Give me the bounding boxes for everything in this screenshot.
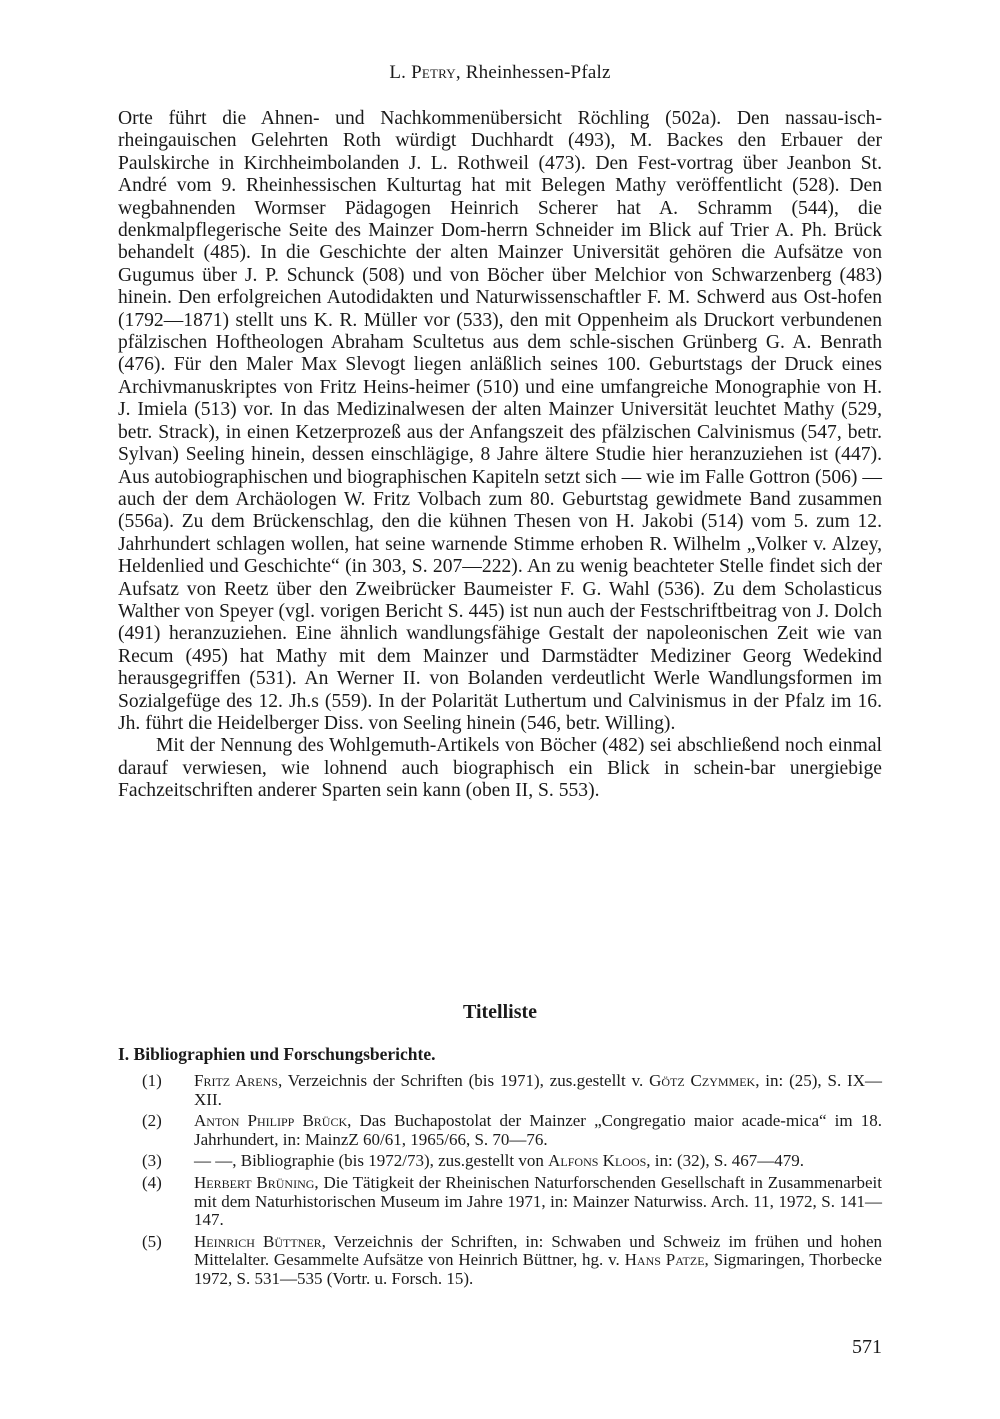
entry-text: , Das Buchapostolat der Mainzer „Congregatio maior acade-mica“ im 18. Jahrhundert, in: MainzZ 60/61, 1965/66, S. 70—76. bbox=[194, 1111, 883, 1149]
bibliography-entry-1 bbox=[118, 1072, 882, 1109]
entry-text: , Verzeichnis der Schriften, in: Schwaben und Schweiz im frühen und hohen Mittelalter. Gesammelte Aufsätze von Heinrich Büttner, hg. v. bbox=[194, 1231, 882, 1270]
entry-author: Herbert Brüning bbox=[194, 1172, 315, 1192]
entry-number: (5) bbox=[142, 1231, 162, 1251]
body-text bbox=[118, 108, 882, 803]
running-head bbox=[0, 62, 1000, 84]
entry-author: — — bbox=[194, 1151, 233, 1171]
subsection-title: I. Bibliographien und Forschungsberichte. bbox=[118, 1044, 436, 1064]
bibliography-entry-2 bbox=[118, 1112, 882, 1149]
entry-number: (3) bbox=[142, 1151, 162, 1171]
entry-text: , Bibliographie (bis 1972/73), zus.gestellt von bbox=[232, 1151, 549, 1171]
entry-author: Anton Philipp Brück bbox=[194, 1111, 348, 1131]
page-number: 571 bbox=[852, 1336, 882, 1358]
entry-editor: Götz Czymmek bbox=[649, 1071, 756, 1090]
entry-text: , Die Tätigkeit der Rheinischen Naturforschenden Gesellschaft in Zusammenarbeit mit dem Naturhistorischen Museum im Jahre 1971, in: Mainzer Naturwiss. Arch. 11, 1972, S. 141—147. bbox=[194, 1172, 883, 1230]
entry-editor: Hans Patze bbox=[624, 1250, 705, 1270]
bibliography-entry-5 bbox=[118, 1233, 882, 1289]
entry-rest: , in: (25), S. IX—XII. bbox=[194, 1071, 882, 1109]
running-head-region: , Rheinhessen-Pfalz bbox=[455, 62, 611, 83]
entry-number: (4) bbox=[142, 1172, 162, 1192]
body-paragraph-2: Mit der Nennung des Wohlgemuth-Artikels von Böcher (482) sei abschließend noch einmal darauf verwiesen, wie lohnend auch biographisch ein Blick in schein-bar unergiebige Fachzeitschriften anderer Sparten sein kann (oben II, S. 553). bbox=[118, 735, 882, 802]
entry-editor: Alfons Kloos bbox=[548, 1151, 647, 1171]
entry-number: (1) bbox=[142, 1071, 162, 1090]
entry-number: (2) bbox=[142, 1111, 162, 1131]
running-head-initial: L. bbox=[389, 62, 407, 83]
bibliography-entry-3 bbox=[118, 1152, 882, 1171]
bibliography-list bbox=[118, 1072, 882, 1292]
body-paragraph-1: Orte führt die Ahnen- und Nachkommenübersicht Röchling (502a). Den nassau-isch-rheingauischen Gelehrten Roth würdigt Duchhardt (493), M. Backes den Erbauer der Paulskirche in Kirchheimbolanden J. L. Rothweil (473). Den Fest-vortrag über Jeanbon St. André vom 9. Rheinhessischen Kulturtag hat mit Belegen Mathy veröffentlicht (528). Den wegbahnenden Wormser Pädagogen Heinrich Scherer hat A. Schramm (544), die denkmalpflegerische Seite des Mainzer Dom-herrn Schneider im Blick auf Trier A. Ph. Brück behandelt (485). In die Geschichte der alten Mainzer Universität gehören die Aufsätze von Gugumus über J. P. Schunck (508) und von Böcher über Melchior von Schwarzenberg (483) hinein. Den erfolgreichen Autodidakten und Naturwissenschaftler F. M. Schwerd aus Ost-hofen (1792—1871) stellt uns K. R. Müller vor (533), den mit Oppenheim als Druckort verbundenen pfälzischen Hoftheologen Abraham Scultetus aus dem schle-sischen Grünberg G. A. Benrath (476). Für den Maler Max Slevogt liegen anläßlich seines 100. Geburtstags der Druck eines Archivmanuskriptes von Fritz Heins-heimer (510) und eine umfangreiche Monographie von H. J. Imiela (513) vor. In das Medizinalwesen der alten Mainzer Universität leuchtet Mathy (529, betr. Strack), in einen Ketzerprozeß aus der Anfangszeit des pfälzischen Calvinismus (547, betr. Sylvan) Seeling hinein, dessen einschlägige, 8 Jahre ältere Studie hier heranzuziehen ist (447). Aus autobiographischen und biographischen Kapiteln setzt sich — wie im Falle Gottron (506) — auch der dem Archäologen W. Fritz Volbach zum 80. Geburtstag gewidmete Band zusammen (556a). Zu dem Brückenschlag, den die kühnen Thesen von H. Jakobi (514) vom 5. zum 12. Jahrhundert schlagen wollen, hat seine warnende Stimme erhoben R. Wilhelm „Volker v. Alzey, Heldenlied und Geschichte“ (in 303, S. 207—222). An zu wenig beachteter Stelle findet sich der Aufsatz von Reetz über den Zweibrücker Baumeister F. G. Wahl (536). Zu dem Scholasticus Walther von Speyer (vgl. vorigen Bericht S. 445) ist nun auch der Festschriftbeitrag von J. Dolch (491) heranzuziehen. Eine ähnlich wandlungsfähige Gestalt der napoleonischen Zeit wie van Recum (495) hat Mathy mit dem Mainzer und Darmstädter Mediziner Georg Wedekind herausgegriffen (531). An Werner II. von Bolanden verdeutlicht Werle Wandlungsformen im Sozialgefüge des 12. Jh.s (559). In der Polarität Luthertum und Calvinismus in der Pfalz im 16. Jh. führt die Heidelberger Diss. von Seeling hinein (546, betr. Willing). bbox=[118, 108, 882, 734]
bibliography-entry-4 bbox=[118, 1174, 882, 1230]
entry-text: , Verzeichnis der Schriften (bis 1971), zus.gestellt v. bbox=[277, 1071, 650, 1090]
entry-author: Fritz Arens bbox=[194, 1071, 278, 1090]
section-title: Titelliste bbox=[462, 1001, 538, 1023]
entry-rest: , Sigmaringen, Thorbecke 1972, S. 531—535 (Vortr. u. Forsch. 15). bbox=[194, 1250, 882, 1288]
entry-rest: , in: (32), S. 467—479. bbox=[646, 1151, 805, 1171]
entry-author: Heinrich Büttner bbox=[194, 1231, 322, 1251]
running-head-author: Petry bbox=[411, 62, 456, 83]
